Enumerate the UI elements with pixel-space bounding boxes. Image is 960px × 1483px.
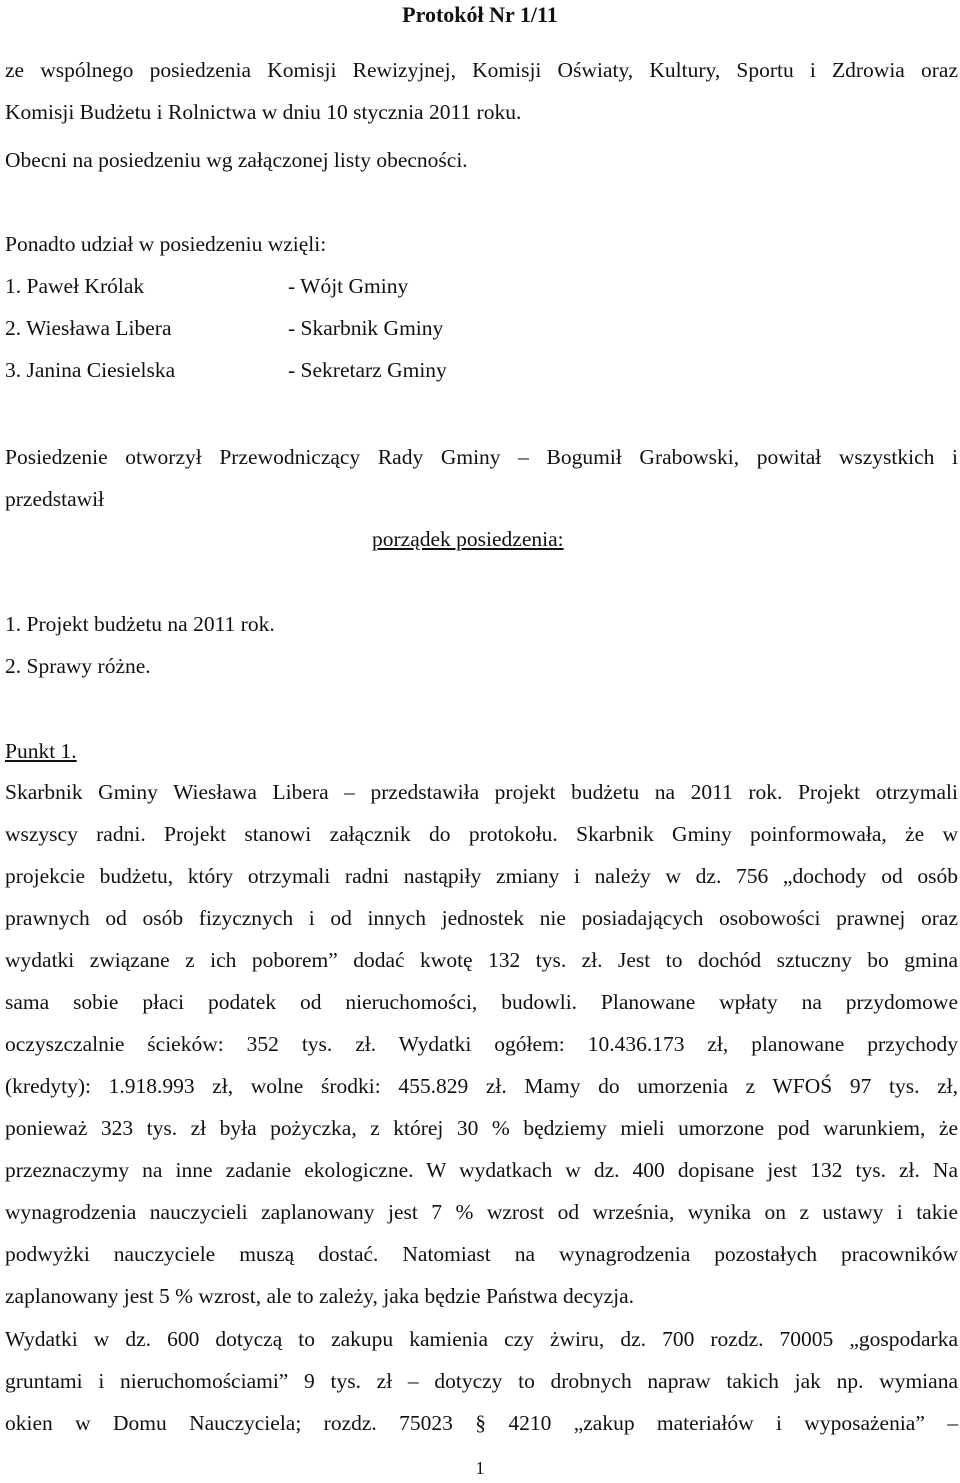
opening-paragraph bbox=[5, 436, 958, 520]
point-heading: Punkt 1. bbox=[5, 739, 77, 763]
body-line: zaplanowany jest 5 % wzrost, ale to zależy, jaka będzie Państwa decyzja. bbox=[5, 1284, 635, 1308]
intro-line: Komisji Budżetu i Rolnictwa w dniu 10 stycznia 2011 roku. bbox=[5, 100, 522, 124]
intro-paragraph bbox=[5, 49, 958, 133]
opening-line: przedstawił bbox=[5, 487, 105, 511]
agenda-item: 1. Projekt budżetu na 2011 rok. bbox=[5, 612, 275, 636]
body-line: Skarbnik Gminy Wiesława Libera – przedstawiła projekt budżetu na 2011 rok. Projekt otrzymali bbox=[5, 780, 958, 804]
body-paragraph bbox=[5, 771, 958, 1317]
guests-heading: Ponadto udział w posiedzeniu wzięli: bbox=[5, 232, 327, 256]
body-paragraph-2 bbox=[5, 1318, 958, 1444]
page-number: 1 bbox=[475, 1458, 485, 1478]
intro-line: ze wspólnego posiedzenia Komisji Rewizyjnej, Komisji Oświaty, Kultury, Sportu i Zdrowia oraz bbox=[5, 58, 958, 82]
body-line: ponieważ 323 tys. zł była pożyczka, z której 30 % będziemy mieli umorzone pod warunkiem, że bbox=[5, 1116, 958, 1140]
guest-name: 3. Janina Ciesielska bbox=[5, 358, 176, 382]
body-line: prawnych od osób fizycznych i od innych jednostek nie posiadających osobowości prawnej oraz bbox=[5, 906, 958, 930]
body-line: projekcie budżetu, który otrzymali radni nastąpiły zmiany i należy w dz. 756 „dochody od osób bbox=[5, 864, 958, 888]
body-line: gruntami i nieruchomościami” 9 tys. zł – dotyczy to drobnych napraw takich jak np. wymiana bbox=[5, 1369, 958, 1393]
opening-line: Posiedzenie otworzył Przewodniczący Rady Gminy – Bogumił Grabowski, powitał wszystkich i bbox=[5, 445, 958, 469]
body-line: podwyżki nauczyciele muszą dostać. Natomiast na wynagrodzenia pozostałych pracowników bbox=[5, 1242, 958, 1266]
body-line: przeznaczymy na inne zadanie ekologiczne. W wydatkach w dz. 400 dopisane jest 132 tys. zł. Na bbox=[5, 1158, 958, 1182]
body-line: wynagrodzenia nauczycieli zaplanowany jest 7 % wzrost od września, wynika on z ustawy i takie bbox=[5, 1200, 958, 1224]
guest-role: - Skarbnik Gminy bbox=[288, 316, 444, 340]
document-title: Protokół Nr 1/11 bbox=[402, 2, 558, 27]
agenda-item: 2. Sprawy różne. bbox=[5, 654, 151, 678]
guest-name: 2. Wiesława Libera bbox=[5, 316, 172, 340]
guest-role: - Wójt Gminy bbox=[288, 274, 409, 298]
body-line: Wydatki w dz. 600 dotyczą to zakupu kamienia czy żwiru, dz. 700 rozdz. 70005 „gospodarka bbox=[5, 1327, 958, 1351]
attendance-text: Obecni na posiedzeniu wg załączonej listy obecności. bbox=[5, 148, 468, 172]
guest-role: - Sekretarz Gminy bbox=[288, 358, 447, 382]
agenda-heading: porządek posiedzenia: bbox=[372, 527, 564, 551]
body-line: (kredyty): 1.918.993 zł, wolne środki: 455.829 zł. Mamy do umorzenia z WFOŚ 97 tys. zł, bbox=[5, 1074, 958, 1098]
guest-name: 1. Paweł Królak bbox=[5, 274, 145, 298]
body-line: wszyscy radni. Projekt stanowi załącznik do protokołu. Skarbnik Gminy poinformowała, że w bbox=[5, 822, 958, 846]
body-line: okien w Domu Nauczyciela; rozdz. 75023 § 4210 „zakup materiałów i wyposażenia” – bbox=[5, 1411, 958, 1435]
body-line: wydatki związane z ich poborem” dodać kwotę 132 tys. zł. Jest to dochód sztuczny bo gmina bbox=[5, 948, 958, 972]
body-line: sama sobie płaci podatek od nieruchomości, budowli. Planowane wpłaty na przydomowe bbox=[5, 990, 958, 1014]
body-line: oczyszczalnie ścieków: 352 tys. zł. Wydatki ogółem: 10.436.173 zł, planowane przychody bbox=[5, 1032, 958, 1056]
